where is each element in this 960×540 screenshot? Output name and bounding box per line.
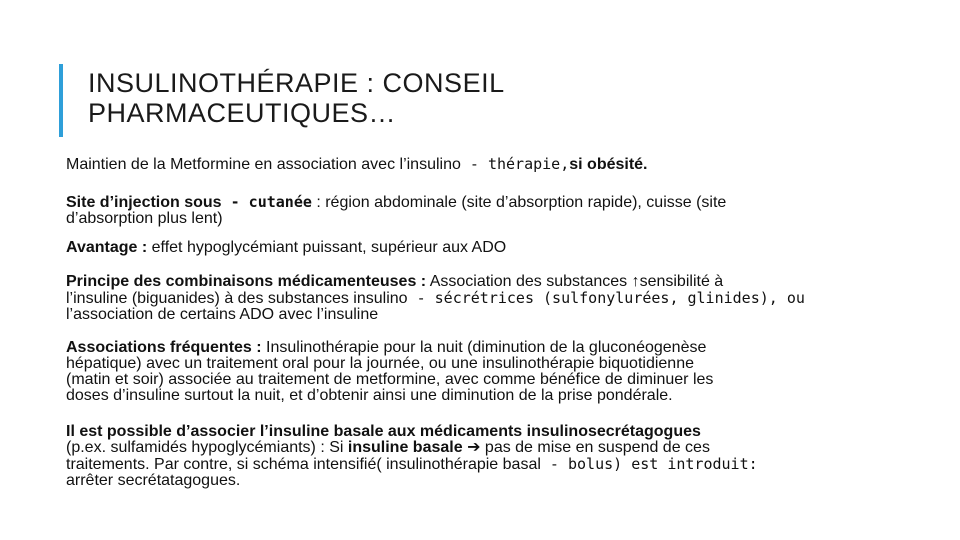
slide-title-line-2: PHARMACEUTIQUES… (88, 98, 397, 128)
text-line (66, 424, 758, 440)
paragraph-site-injection (66, 194, 726, 227)
text-line (66, 440, 758, 456)
text-line (66, 456, 758, 473)
text-run: doses d’insuline surtout la nuit, et d’obtenir ainsi une diminution de la prise pondérale. (66, 387, 673, 404)
text-line (66, 340, 713, 356)
paragraph-avantage (66, 240, 506, 256)
text-run: effet hypoglycémiant puissant, supérieur aux ADO (147, 239, 507, 256)
text-run-bold: Associations fréquentes : (66, 339, 262, 356)
text-run: traitements. Par contre, si schéma intensifié( insulinothérapie basal (66, 456, 541, 473)
paragraph-associations-frequentes (66, 340, 713, 404)
text-run: Insulinothérapie pour la nuit (diminution de la gluconéogenèse (261, 339, 707, 356)
text-line (66, 372, 713, 388)
text-run-bold: - cutanée (221, 193, 312, 211)
text-line (66, 211, 726, 227)
arrow-right-icon: ➔ (467, 439, 481, 456)
text-run: l’insuline (biguanides) à des substances insulino (66, 290, 408, 307)
text-run: d’absorption plus lent) (66, 210, 223, 227)
text-run: : région abdominale (site d’absorption rapide), cuisse (site (311, 194, 727, 211)
paragraph-insuline-basale (66, 424, 758, 489)
text-line (66, 356, 713, 372)
text-line (66, 290, 805, 307)
text-run: (matin et soir) associée au traitement de metformine, avec comme bénéfice de diminuer les (66, 371, 714, 388)
text-line (66, 240, 506, 256)
text-run-bold: Il est possible d’associer l’insuline basale aux médicaments insulinosecrétagogues (66, 423, 701, 440)
text-run: (p.ex. sulfamidés hypoglycémiants) : Si (66, 439, 348, 456)
text-run: arrêter secrétatagogues. (66, 472, 241, 489)
slide-title-line-1: INSULINOTHÉRAPIE : CONSEIL (88, 68, 505, 98)
text-run: pas de mise en suspend de ces (480, 439, 710, 456)
text-run-bold: si obésité. (569, 156, 648, 173)
text-line (66, 473, 758, 489)
slide-title (88, 68, 505, 128)
text-line (66, 274, 805, 290)
text-run: l’association de certains ADO avec l’insuline (66, 306, 379, 323)
paragraph-principe-combinaisons (66, 274, 805, 323)
title-accent-bar (59, 64, 63, 137)
text-run: - bolus) est introduit: (540, 455, 758, 473)
text-run: hépatique) avec un traitement oral pour la journée, ou une insulinothérapie biquotidienne (66, 355, 694, 372)
text-run: Association des substances ↑sensibilité à (426, 273, 724, 290)
text-run-bold: Principe des combinaisons médicamenteuses : (66, 273, 427, 290)
text-line (66, 388, 713, 404)
text-run-bold: insuline basale (347, 439, 463, 456)
text-line (66, 156, 648, 173)
text-run: - thérapie, (460, 155, 570, 173)
text-run-bold: Site d’injection sous (66, 194, 222, 211)
text-run-bold: Avantage : (66, 239, 148, 256)
text-run: Maintien de la Metformine en association avec l’insulino (66, 156, 461, 173)
paragraph-metformine (66, 156, 648, 173)
text-line (66, 194, 726, 211)
text-line (66, 307, 805, 323)
text-run: - sécrétrices (sulfonylurées, glinides), ou (407, 289, 805, 307)
